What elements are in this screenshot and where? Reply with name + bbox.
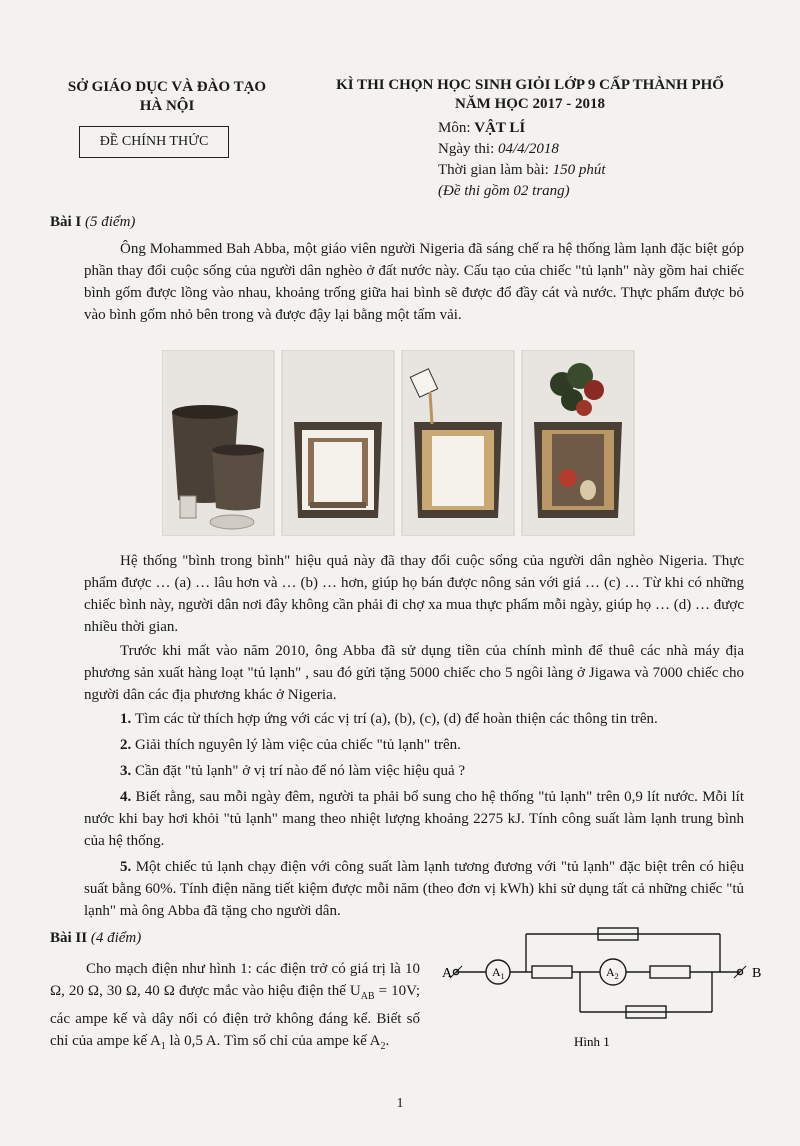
section-2-text: Cho mạch điện như hình 1: các điện trở có giá trị là 10 Ω, 20 Ω, 30 Ω, 40 Ω được mắc vào hiệu điện thế $U_{AB} = 10V$; các ampe kế và dây nối có điện trở không đáng kể. Biết số chỉ của ampe kế $A_1$ là 0,5 A. Tìm số chỉ của ampe kế $A_2$. [50,961,420,1052]
question-5: 5. Một chiếc tủ lạnh chạy điện với công suất làm lạnh tương đương với "tủ lạnh" đặc biệt trên có hiệu suất bằng 60%. Tính điện năng tiết kiệm được mỗi năm (theo đơn vị kWh) khi sử dụng tất cả những chiếc "tủ lạnh" mà ông Abba đã tặng cho người dân. [84,859,744,919]
question-1: 1. Tìm các từ thích hợp ứng với các vị trí (a), (b), (c), (d) để hoàn thiện các thông tin trên. [120,711,658,727]
section-1-title: Bài I (5 điểm) [50,214,136,230]
food-panel [522,350,634,536]
nested-panel [282,350,394,536]
date-line: Ngày thi: 04/4/2018 [438,141,559,157]
section-2-title: Bài II (4 điểm) [50,930,142,946]
question-2: 2. Giải thích nguyên lý làm việc của chiếc "tủ lạnh" trên. [120,737,461,753]
exam-info [438,118,606,202]
school-year: NĂM HỌC 2017 - 2018 [455,96,605,112]
page-number: 1 [396,1096,404,1111]
question-3: 3. Cần đặt "tủ lạnh" ở vị trí nào để nó làm việc hiệu quả ? [120,763,466,779]
pots-panel [162,350,274,536]
figure-caption: Hình 1 [574,1034,610,1049]
official-badge: ĐỀ CHÍNH THỨC [79,126,229,158]
exam-header [300,76,760,114]
section-1-intro: Ông Mohammed Bah Abba, một giáo viên người Nigeria đã sáng chế ra hệ thống làm lạnh đặc biệt góp phần thay đổi cuộc sống của người dân nghèo ở đất nước này. Cấu tạo của chiếc "tủ lạnh" này gồm hai chiếc bình gốm được lồng vào nhau, khoảng trống giữa hai bình sẽ được đổ đầy cát và nước. Thực phẩm được bỏ vào bình gốm nhỏ bên trong và được đậy lại bằng một tấm vải. [84,241,744,323]
circuit-diagram [440,918,770,1058]
pot-illustrations [162,350,636,536]
section-1-paragraph-2: Hệ thống "bình trong bình" hiệu quả này đã thay đổi cuộc sống của người dân nghèo Nigeria. Thực phẩm được … (a) … lâu hơn và … (b) … hơn, giúp họ bán được nông sản với giá … (c) … Từ khi có những chiếc bình này, người dân nơi đây không cần phải đi chợ xa mua thực phẩm mỗi ngày, giúp họ … (d) … được nhiều thời gian. [84,553,744,635]
node-a-label: A [442,966,453,981]
pages-note: (Đề thi gồm 02 trang) [438,183,570,199]
duration-line: Thời gian làm bài: 150 phút [438,162,606,178]
department-name: SỞ GIÁO DỤC VÀ ĐÀO TẠO [67,79,267,95]
zeer-pot-figure [162,350,636,536]
section-1-paragraph-3: Trước khi mất vào năm 2010, ông Abba đã sử dụng tiền của chính mình để thuê các nhà máy địa phương sản xuất hàng loạt "tủ lạnh" , sau đó gửi tặng 5000 chiếc cho 5 ngôi làng ở Jigawa và 7000 chiếc cho người dân các địa phương khác ở Nigeria. [84,643,744,703]
ammeter-a1-label: $A_1$ [492,965,505,981]
subject-line: Môn: VẬT LÍ [438,120,526,136]
question-4: 4. Biết rằng, sau mỗi ngày đêm, người ta phải bổ sung cho hệ thống "tủ lạnh" trên 0,9 lít nước. Mỗi lít nước khi bay hơi khỏi "tủ lạnh" mang theo nhiệt lượng khoảng 2275 kJ. Tính công suất làm lạnh trung bình của hệ thống. [84,789,745,849]
exam-title: KÌ THI CHỌN HỌC SINH GIỎI LỚP 9 CẤP THÀNH PHỐ [336,77,724,93]
ammeter-a2-label: $A_2$ [606,965,619,981]
node-b-label: B [752,966,762,981]
city-name: HÀ NỘI [139,98,195,114]
circuit-figure [440,918,770,1058]
filling-panel [402,350,514,536]
department-header [52,78,282,116]
